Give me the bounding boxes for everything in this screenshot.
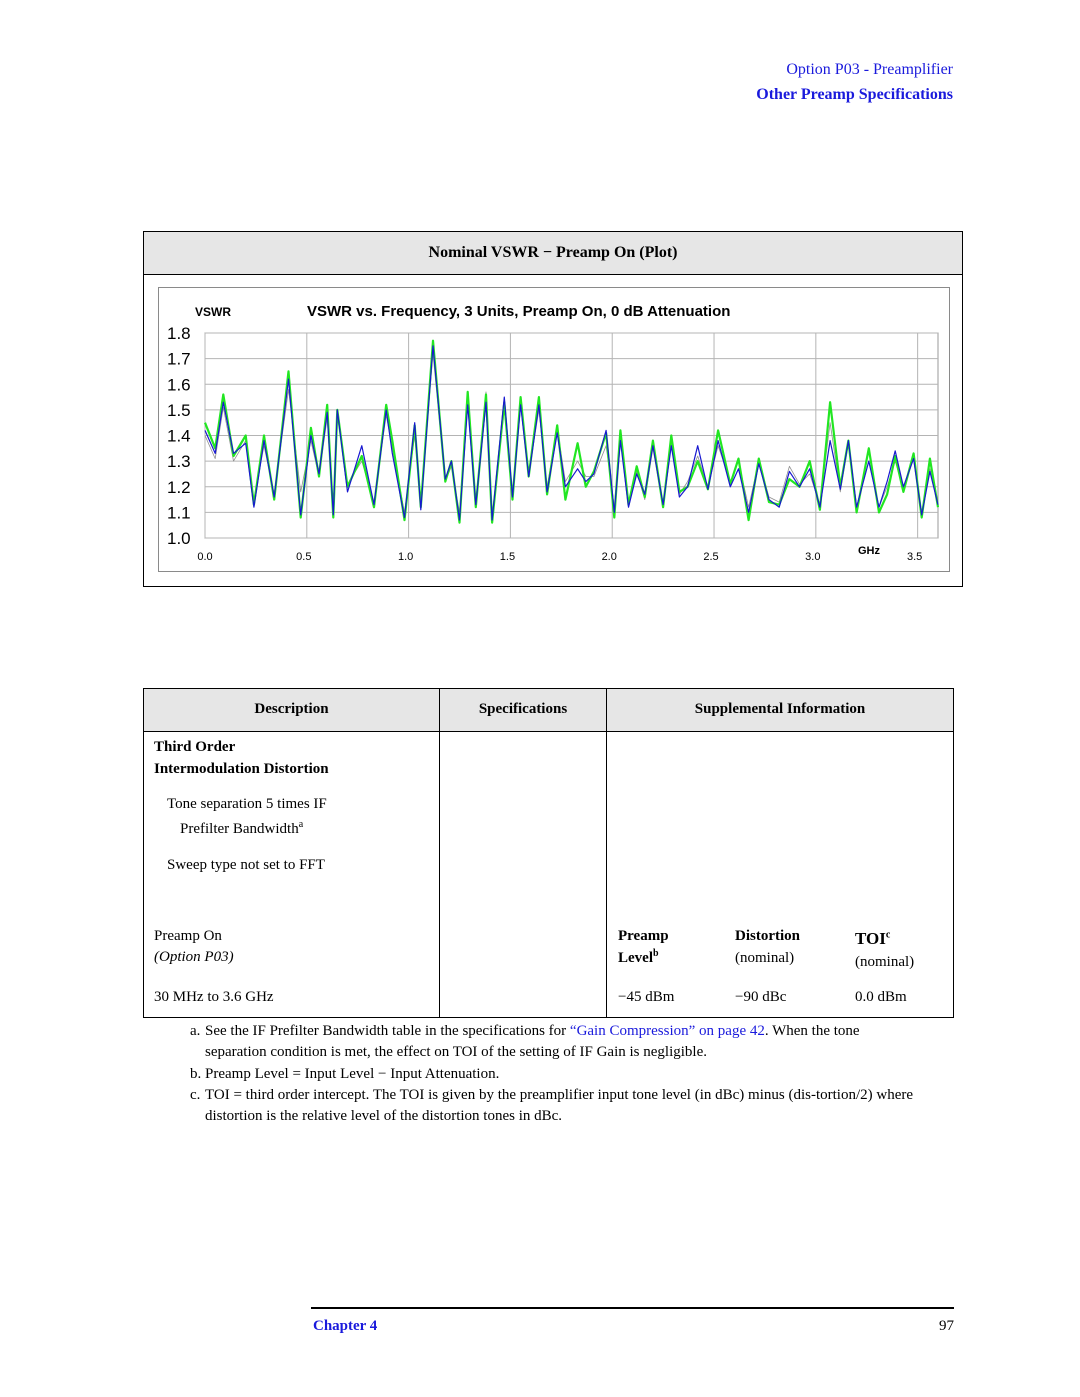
preamp-level-header: Preamp [618, 928, 669, 944]
option-label: (Option P03) [154, 949, 234, 965]
footnote-a [190, 1021, 920, 1063]
x-tick-label: 1.0 [397, 551, 414, 563]
distortion-header: Distortion [735, 928, 800, 944]
condition-sweep-type: Sweep type not set to FFT [167, 857, 325, 873]
y-tick-label: 1.0 [167, 529, 191, 548]
y-tick-label: 1.6 [167, 375, 191, 395]
col-header-specifications: Specifications [478, 701, 568, 717]
y-axis-label: VSWR [195, 305, 231, 319]
x-tick-label: 2.5 [703, 551, 719, 563]
y-tick-label: 1.1 [167, 503, 191, 523]
frequency-range: 30 MHz to 3.6 GHz [154, 989, 274, 1005]
chart-title: VSWR vs. Frequency, 3 Units, Preamp On, 0 dB Attenuation [307, 303, 731, 320]
page-number: 97 [939, 1318, 954, 1334]
x-tick-label: 3.5 [906, 551, 923, 563]
footnote-c-label: c. [190, 1087, 201, 1103]
footnote-c-text: TOI = third order intercept. The TOI is given by the preamplifier input tone level (in dBc) minus (dis-tortion/2) where distortion is the relative level of the distortion tones in dBc. [205, 1087, 914, 1124]
y-tick-label: 1.7 [167, 349, 191, 369]
distortion-nominal: (nominal) [735, 950, 795, 966]
column-divider [439, 689, 440, 1017]
footnote-c [190, 1085, 920, 1127]
condition-tone-separation: Tone separation 5 times IF [167, 796, 327, 812]
footnote-b [190, 1064, 920, 1085]
col-header-supplemental: Supplemental Information [694, 701, 866, 717]
row-title-line2: Intermodulation Distortion [154, 761, 329, 777]
y-tick-label: 1.3 [167, 452, 191, 472]
vswr-plot-box [143, 231, 963, 587]
footnote-ref-a: a [298, 819, 304, 830]
footnote-b-text: Preamp Level = Input Level − Input Attenuation. [205, 1066, 500, 1082]
subsection-title: Other Preamp Specifications [756, 86, 953, 103]
col-header-description: Description [254, 701, 329, 717]
x-tick-label: 0.0 [197, 551, 213, 563]
toi-nominal: (nominal) [855, 954, 915, 970]
y-tick-label: 1.2 [167, 477, 191, 497]
x-tick-label: 1.5 [499, 551, 516, 563]
row-title-line1: Third Order [154, 739, 236, 755]
chapter-link[interactable]: Chapter 4 [313, 1318, 378, 1334]
footer-rule [311, 1307, 954, 1309]
x-tick-label: 0.5 [296, 551, 312, 563]
vswr-chart-svg [159, 288, 949, 571]
y-tick-label: 1.4 [167, 426, 191, 446]
section-title: Option P03 - Preamplifier [786, 61, 953, 78]
footnote-ref-c: c [885, 929, 891, 941]
plot-box-title: Nominal VSWR − Preamp On (Plot) [144, 232, 962, 275]
footnote-a-text: See the IF Prefilter Bandwidth table in the specifications for [205, 1023, 570, 1039]
footnote-b-label: b. [190, 1066, 202, 1082]
gain-compression-link[interactable]: “Gain Compression” on page 42 [569, 1023, 765, 1039]
preamp-level-header-2: Level$^b$ [618, 948, 659, 966]
x-axis-unit: GHz [858, 545, 880, 557]
column-divider [606, 689, 607, 1017]
footnote-a-text-2: . When the tone separation condition is met, the effect on TOI of the setting of IF Gain is negligible. [205, 1023, 860, 1060]
footnote-a-label: a. [190, 1023, 201, 1039]
footnote-ref-b: b [653, 948, 659, 959]
x-tick-label: 3.0 [805, 551, 821, 563]
value-distortion: −90 dBc [735, 989, 787, 1005]
x-tick-label: 2.0 [601, 551, 617, 563]
y-tick-label: 1.8 [167, 324, 191, 343]
value-preamp-level: −45 dBm [618, 989, 675, 1005]
toi-spec-table [143, 688, 954, 1018]
toi-header: TOI$^c$ [855, 929, 891, 948]
value-toi: 0.0 dBm [855, 989, 907, 1005]
vswr-chart [158, 287, 950, 572]
preamp-on-label: Preamp On [154, 928, 222, 944]
condition-prefilter: Prefilter Bandwidth$^a$ [180, 819, 304, 837]
y-tick-label: 1.5 [167, 400, 191, 420]
